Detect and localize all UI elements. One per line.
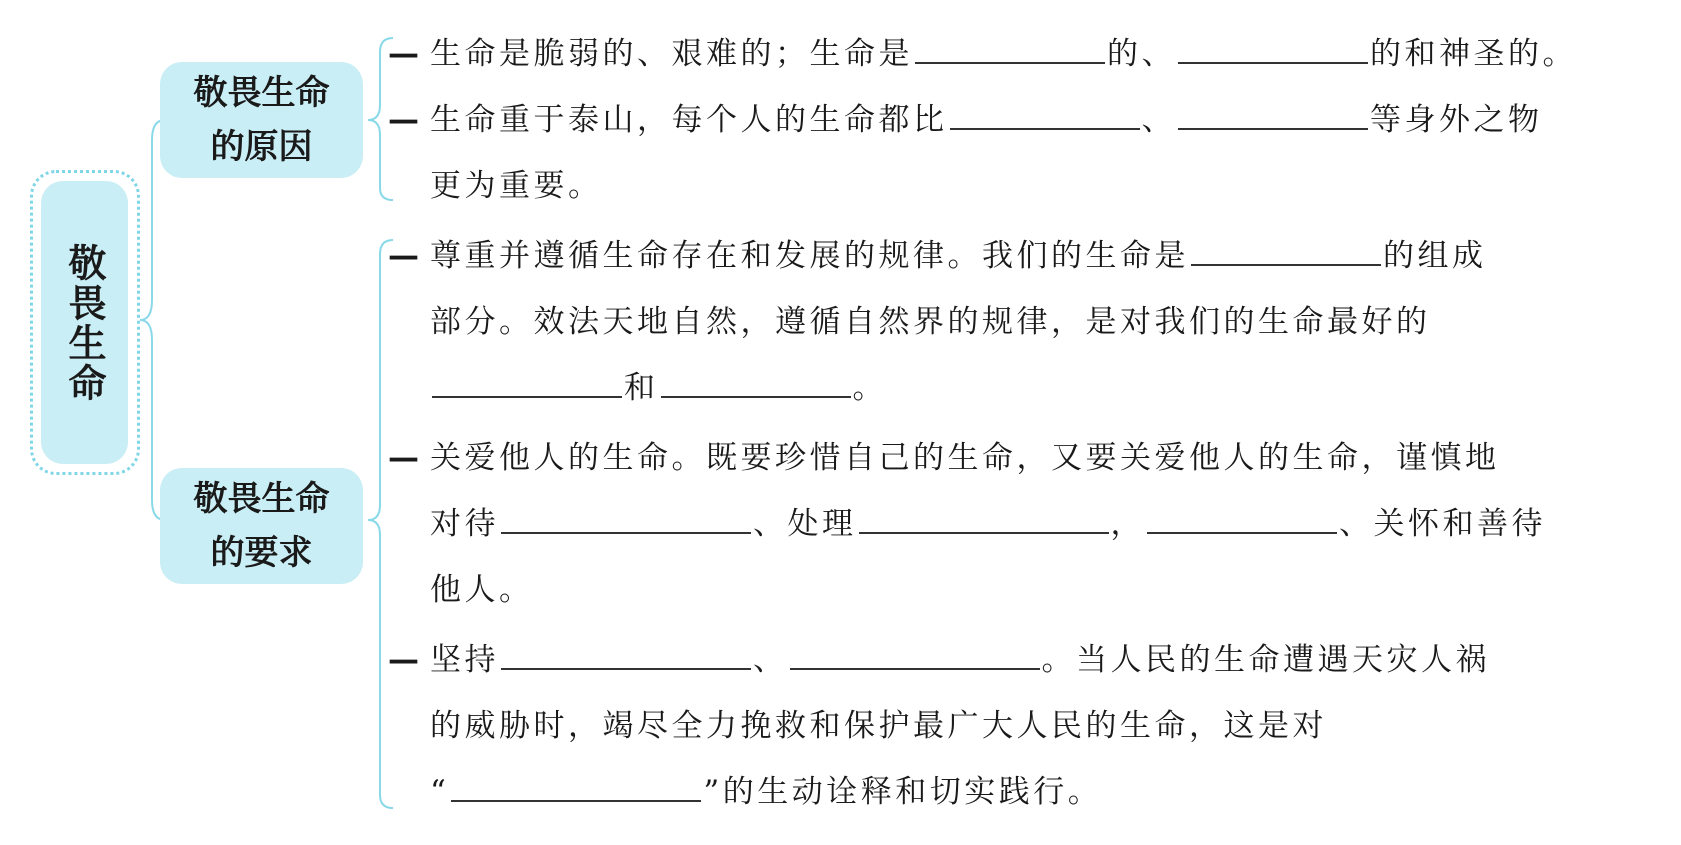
fill-blank[interactable] <box>790 638 1040 670</box>
fill-blank[interactable] <box>1178 98 1368 130</box>
requirement-item-2-cont: 对待 、处理 ， 、关怀和善待 <box>430 496 1546 552</box>
root-node-label: 敬畏生命 <box>62 242 106 403</box>
branch-reasons-line2: 的原因 <box>210 127 313 167</box>
requirement-item-2-cont2: 他人。 <box>430 572 534 608</box>
requirement-item-3: — 坚持 、 。当人民的生命遭遇天灾人祸 <box>388 632 1490 688</box>
branch-requirements <box>160 468 363 584</box>
fill-blank[interactable] <box>1178 32 1368 64</box>
reason-item-1: — 生命是脆弱的、艰难的；生命是 的、 的和神圣的。 <box>388 26 1577 82</box>
requirement-item-2: — 关爱他人的生命。既要珍惜自己的生命，又要关爱他人的生命，谨慎地 <box>388 440 1500 476</box>
fill-blank[interactable] <box>1147 502 1337 534</box>
requirement-item-3-cont2: “ ”的生动诠释和切实践行。 <box>430 764 1102 820</box>
branch-requirements-line2: 的要求 <box>210 533 313 573</box>
branch-reasons <box>160 62 363 178</box>
requirement-item-1-cont2: 和 。 <box>430 360 887 416</box>
fill-blank[interactable] <box>661 366 851 398</box>
fill-blank[interactable] <box>501 638 751 670</box>
fill-blank[interactable] <box>432 366 622 398</box>
requirement-item-3-cont: 的威胁时，竭尽全力挽救和保护最广大人民的生命，这是对 <box>430 708 1327 744</box>
fill-blank[interactable] <box>859 502 1109 534</box>
fill-blank[interactable] <box>451 770 701 802</box>
reason-item-2-cont: 更为重要。 <box>430 168 603 204</box>
reason-item-2: — 生命重于泰山，每个人的生命都比 、 等身外之物 <box>388 92 1543 148</box>
fill-blank[interactable] <box>501 502 751 534</box>
branch-requirements-line1: 敬畏生命 <box>193 479 330 519</box>
fill-blank[interactable] <box>1191 234 1381 266</box>
requirement-item-1-cont: 部分。效法天地自然，遵循自然界的规律，是对我们的生命最好的 <box>430 304 1431 340</box>
root-node <box>41 181 128 464</box>
branch-reasons-line1: 敬畏生命 <box>193 73 330 113</box>
fill-blank[interactable] <box>915 32 1105 64</box>
requirement-item-1: — 尊重并遵循生命存在和发展的规律。我们的生命是 的组成 <box>388 228 1487 284</box>
fill-blank[interactable] <box>950 98 1140 130</box>
